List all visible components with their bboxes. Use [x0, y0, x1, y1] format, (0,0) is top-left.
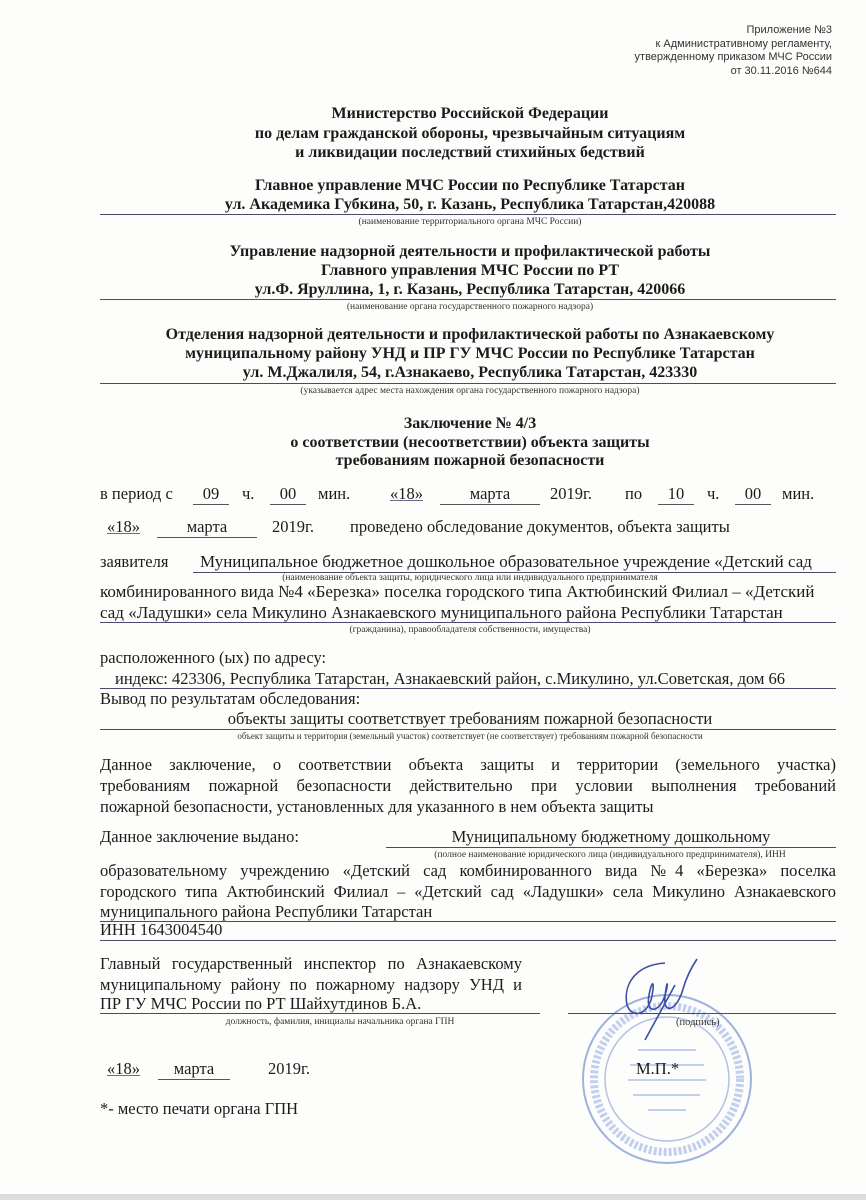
period-label: в период с [100, 484, 173, 503]
divider [100, 729, 836, 730]
department-caption: (указывается адрес места нахождения органа государственного пожарного надзора) [300, 386, 640, 396]
issued-value-cont: муниципального района Республики Татарстан [100, 902, 433, 921]
signature-line [568, 1013, 836, 1014]
signature [605, 955, 715, 1045]
end-minute: 00 [735, 484, 771, 505]
ministry-line: Министерство Российской Федерации [331, 105, 609, 122]
footnote: *- место печати органа ГПН [100, 1099, 299, 1118]
hour-label: ч. [707, 484, 720, 503]
territorial-name: Главное управление МЧС России по Республике Татарстан [255, 177, 685, 194]
signer-caption: должность, фамилия, инициалы начальника органа ГПН [225, 1017, 455, 1027]
signer-name: ПР ГУ МЧС России по РТ Шайхутдинов Б.А. [100, 994, 422, 1013]
validity-text: Данное заключение, о соответствии объекта защиты и территории (земельного участка) [100, 755, 836, 774]
applicant-name: Муниципальное бюджетное дошкольное образовательное учреждение «Детский сад [200, 552, 812, 571]
divider [100, 940, 836, 941]
signer-position: Главный государственный инспектор по Азнакаевскому [100, 954, 522, 973]
department-line: ул. М.Джалиля, 54, г.Азнакаево, Республика Татарстан, 423330 [242, 364, 698, 381]
issued-value-cont: образовательному учреждению «Детский сад комбинированного вида №4 «Березка» поселка [100, 861, 836, 880]
appendix-line: к Административному регламенту, [655, 37, 832, 50]
minute-label: мин. [318, 484, 351, 503]
conclusion-caption: объект защиты и территория (земельный участок) соответствует (не соответствует) требованиям пожарной безопасности [237, 731, 703, 741]
address-label: расположенного (ых) по адресу: [100, 648, 327, 667]
start-month: марта [440, 484, 540, 505]
ministry-line: по делам гражданской обороны, чрезвычайным ситуациям [254, 125, 686, 142]
applicant-name-cont: комбинированного вида №4 «Березка» поселка городского типа Актюбинский Филиал – «Детский [100, 582, 815, 601]
scan-edge [0, 1194, 866, 1200]
department-line: муниципальному району УНД и ПР ГУ МЧС России по Республике Татарстан [185, 345, 755, 362]
issue-day: «18» [107, 1059, 140, 1078]
supervision-caption: (наименование органа государственного пожарного надзора) [346, 302, 594, 312]
address-value: индекс: 423306, Республика Татарстан, Азнакаевский район, с.Микулино, ул.Советская, дом 66 [115, 669, 786, 688]
divider [100, 1013, 540, 1014]
supervision-line: Главного управления МЧС России по РТ [320, 262, 620, 279]
end-hour: 10 [658, 484, 694, 505]
minute-label: мин. [782, 484, 815, 503]
end-month: марта [157, 517, 257, 538]
survey-text: проведено обследование документов, объекта защиты [350, 517, 730, 536]
divider [386, 847, 836, 848]
divider [100, 299, 836, 300]
issued-value: Муниципальному бюджетному дошкольному [451, 827, 771, 846]
appendix-note [635, 24, 832, 78]
validity-text: пожарной безопасности, установленных для указанного в нем объекта защиты [100, 797, 654, 816]
issued-caption: (полное наименование юридического лица (индивидуального предпринимателя), ИНН [434, 850, 786, 860]
divider [100, 622, 836, 623]
territorial-address: ул. Академика Губкина, 50, г. Казань, Республика Татарстан,420088 [224, 196, 716, 213]
applicant-caption: (наименование объекта защиты, юридического лица или индивидуального предпринимателя [282, 573, 658, 583]
start-year: 2019г. [550, 484, 593, 503]
start-minute: 00 [270, 484, 306, 505]
inn: ИНН 1643004540 [100, 920, 223, 939]
issued-label: Данное заключение выдано: [100, 827, 299, 846]
hour-label: ч. [242, 484, 255, 503]
validity-text: требованиям пожарной безопасности действительно при условии выполнения требований [100, 776, 836, 795]
applicant-name-cont: сад «Ладушки» села Микулино Азнакаевского муниципального района Республики Татарстан [100, 603, 783, 622]
issue-month: марта [158, 1059, 230, 1080]
document-subtitle: о соответствии (несоответствии) объекта защиты [290, 434, 650, 451]
end-day: «18» [107, 517, 140, 536]
seal-place: М.П.* [636, 1059, 680, 1078]
department-line: Отделения надзорной деятельности и профилактической работы по Азнакаевскому [165, 326, 775, 343]
signature-caption: (подпись) [676, 1017, 720, 1028]
applicant-caption: (гражданина), правообладателя собственности, имущества) [349, 625, 591, 635]
appendix-line: от 30.11.2016 №644 [730, 64, 832, 77]
supervision-line: Управление надзорной деятельности и профилактической работы [229, 243, 711, 260]
start-hour: 09 [193, 484, 229, 505]
issued-value-cont: городского типа Актюбинский Филиал – «Детский сад «Ладушки» села Микулино Азнакаевского [100, 882, 836, 901]
end-year: 2019г. [272, 517, 315, 536]
conclusion-value: объекты защиты соответствует требованиям пожарной безопасности [227, 709, 713, 728]
ministry-line: и ликвидации последствий стихийных бедствий [295, 144, 645, 161]
signer-position: муниципальному району по пожарному надзору УНД и [100, 975, 522, 994]
to-label: по [625, 484, 643, 503]
applicant-label: заявителя [100, 552, 169, 571]
divider [100, 383, 836, 384]
document-subtitle: требованиям пожарной безопасности [335, 452, 605, 469]
appendix-line: утвержденному приказом МЧС России [634, 51, 832, 63]
document-title: Заключение № 4/3 [403, 415, 537, 432]
territorial-caption: (наименование территориального органа МЧС России) [358, 217, 582, 227]
divider [100, 214, 836, 215]
appendix-line: Приложение №3 [746, 24, 832, 36]
issue-year: 2019г. [268, 1059, 311, 1078]
supervision-line: ул.Ф. Яруллина, 1, г. Казань, Республика Татарстан, 420066 [254, 281, 686, 298]
conclusion-label: Вывод по результатам обследования: [100, 689, 361, 708]
start-day: «18» [390, 484, 423, 503]
